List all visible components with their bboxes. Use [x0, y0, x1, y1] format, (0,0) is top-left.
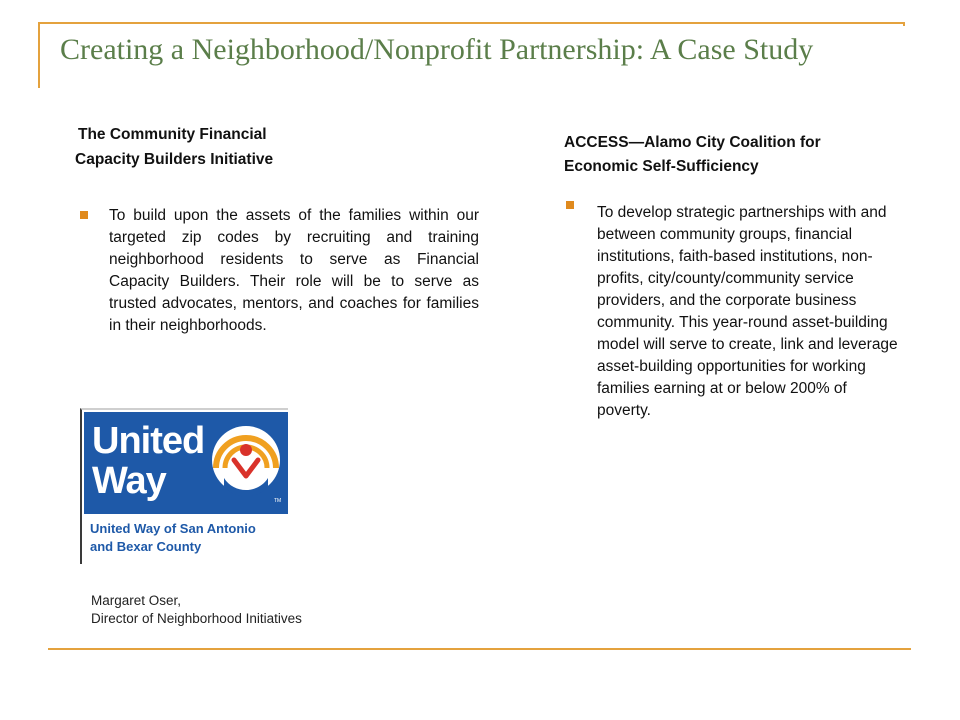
- right-heading-line1: ACCESS—Alamo City Coalition for: [564, 134, 821, 151]
- signature-role: Director of Neighborhood Initiatives: [91, 611, 302, 626]
- logo-word-united: United: [92, 420, 205, 462]
- square-bullet-icon: [80, 211, 88, 219]
- logo-word-way: Way: [92, 460, 166, 502]
- left-heading-line1: The Community Financial: [78, 126, 267, 143]
- united-way-hand-rainbow-icon: [210, 420, 282, 504]
- left-heading-line2: Capacity Builders Initiative: [75, 151, 274, 168]
- right-bullet-text: To develop strategic partnerships with and between community groups, financial institutions, faith-based institutions, non-profits, city/county/community service providers, and the corporate business community. This year-round asset-building model will serve to create, link and leverage asset-building opportunities for working families earning at or below 200% of poverty.: [597, 204, 898, 419]
- frame-left-rule: [38, 22, 40, 88]
- frame-top-rule: [40, 22, 905, 24]
- logo-trademark: TM: [274, 498, 282, 504]
- logo-caption-line1: United Way of San Antonio: [90, 521, 256, 536]
- left-bullet-text: To build upon the assets of the families within our targeted zip codes by recruiting and training neighborhood residents to serve as Financial Capacity Builders. Their role will be to serve as trusted advocates, mentors, and coaches for families in their neighborhoods.: [109, 207, 479, 334]
- left-column-heading: [75, 122, 418, 172]
- frame-bottom-rule: [48, 648, 911, 650]
- logo-caption: [90, 520, 256, 556]
- right-column-heading: [564, 131, 904, 179]
- slide-title: Creating a Neighborhood/Nonprofit Partnership: A Case Study: [60, 33, 814, 66]
- square-bullet-icon: [566, 201, 574, 209]
- signature-name: Margaret Oser,: [91, 593, 182, 608]
- logo-caption-line2: and Bexar County: [90, 539, 202, 554]
- right-heading-line2: Economic Self-Sufficiency: [564, 158, 759, 175]
- signature-block: [91, 592, 302, 628]
- frame-top-right-tick: [903, 22, 905, 26]
- united-way-logo: [80, 408, 288, 564]
- logo-blue-panel: [84, 412, 288, 514]
